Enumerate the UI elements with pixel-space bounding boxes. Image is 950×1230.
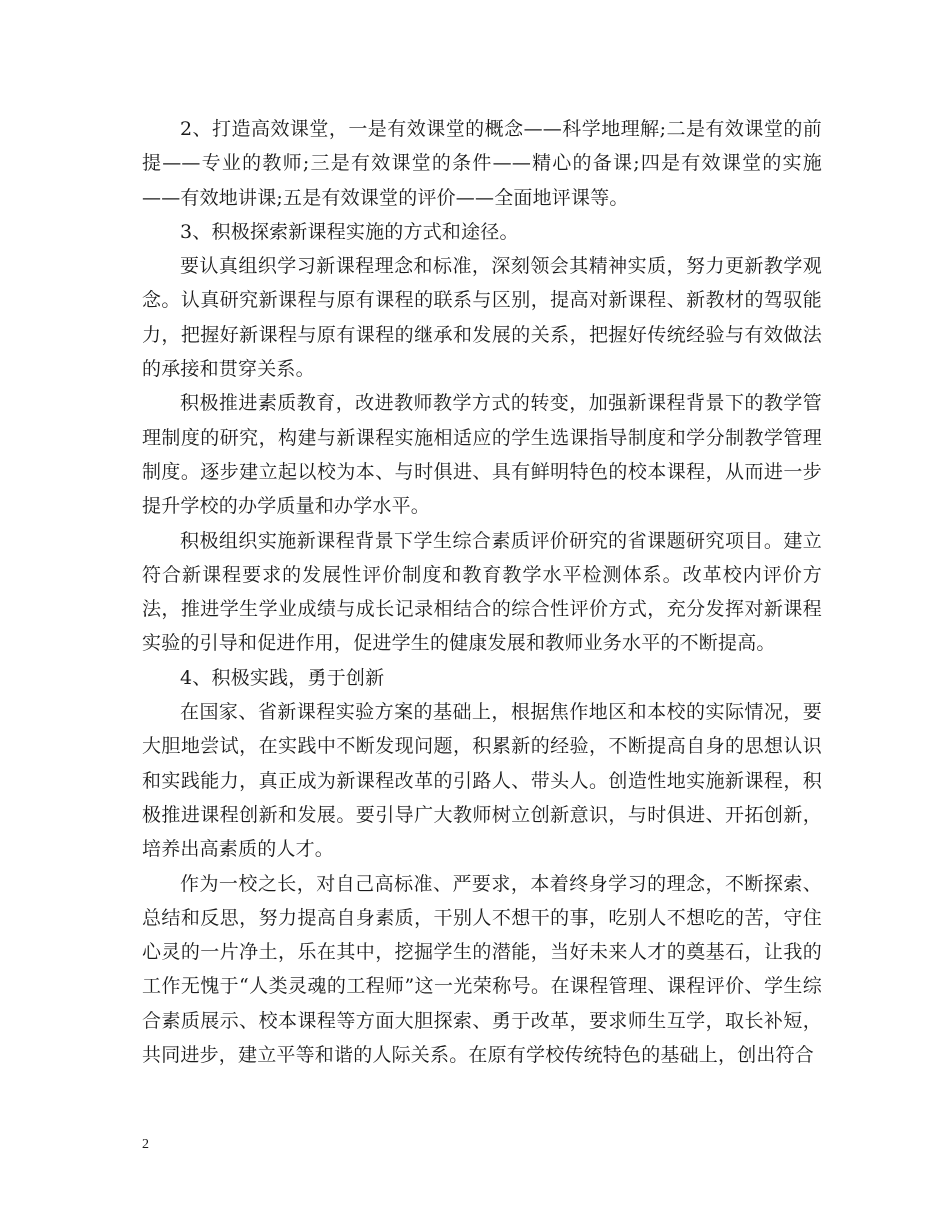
document-body <box>142 112 822 1072</box>
paragraph-quality-education: 积极推进素质教育，改进教师教学方式的转变，加强新课程背景下的教学管理制度的研究，构建与新课程实施相适应的学生选课指导制度和学分制教学管理制度。逐步建立起以校为本、与时俱进、具有鲜明特色的校本课程，从而进一步提升学校的办学质量和办学水平。 <box>142 392 822 518</box>
paragraph-study-curriculum: 要认真组织学习新课程理念和标准，深刻领会其精神实质，努力更新教学观念。认真研究新课程与原有课程的联系与区别，提高对新课程、新教材的驾驭能力，把握好新课程与原有课程的继承和发展的关系，把握好传统经验与有效做法的承接和贯穿关系。 <box>142 255 822 381</box>
heading-explore-curriculum: 3、积极探索新课程实施的方式和途径。 <box>180 220 519 243</box>
page-number: 2 <box>142 1137 149 1152</box>
paragraph-classroom-efficiency: 2、打造高效课堂，一是有效课堂的概念——科学地理解;二是有效课堂的前提——专业的教师;三是有效课堂的条件——精心的备课;四是有效课堂的实施——有效地讲课;五是有效课堂的评价——全面地评课等。 <box>142 118 822 209</box>
paragraph-principal-role: 作为一校之长，对自己高标准、严要求，本着终身学习的理念，不断探索、总结和反思，努力提高自身素质，干别人不想干的事，吃别人不想吃的苦，守住心灵的一片净土，乐在其中，挖掘学生的潜能，当好未来人才的奠基石，让我的工作无愧于“人类灵魂的工程师”这一光荣称号。在课程管理、课程评价、学生综合素质展示、校本课程等方面大胆探索、勇于改革，要求师生互学，取长补短，共同进步，建立平等和谐的人际关系。在原有学校传统特色的基础上，创出符合 <box>142 872 822 1067</box>
heading-practice-innovate: 4、积极实践，勇于创新 <box>180 666 385 689</box>
paragraph-national-plan: 在国家、省新课程实验方案的基础上，根据焦作地区和本校的实际情况，要大胆地尝试，在实践中不断发现问题，积累新的经验，不断提高自身的思想认识和实践能力，真正成为新课程改革的引路人、带头人。创造性地实施新课程，积极推进课程创新和发展。要引导广大教师树立创新意识，与时俱进、开拓创新，培养出高素质的人才。 <box>142 701 822 861</box>
paragraph-evaluation-research: 积极组织实施新课程背景下学生综合素质评价研究的省课题研究项目。建立符合新课程要求的发展性评价制度和教育教学水平检测体系。改革校内评价方法，推进学生学业成绩与成长记录相结合的综合性评价方式，充分发挥对新课程实验的引导和促进作用，促进学生的健康发展和教师业务水平的不断提高。 <box>142 529 822 655</box>
